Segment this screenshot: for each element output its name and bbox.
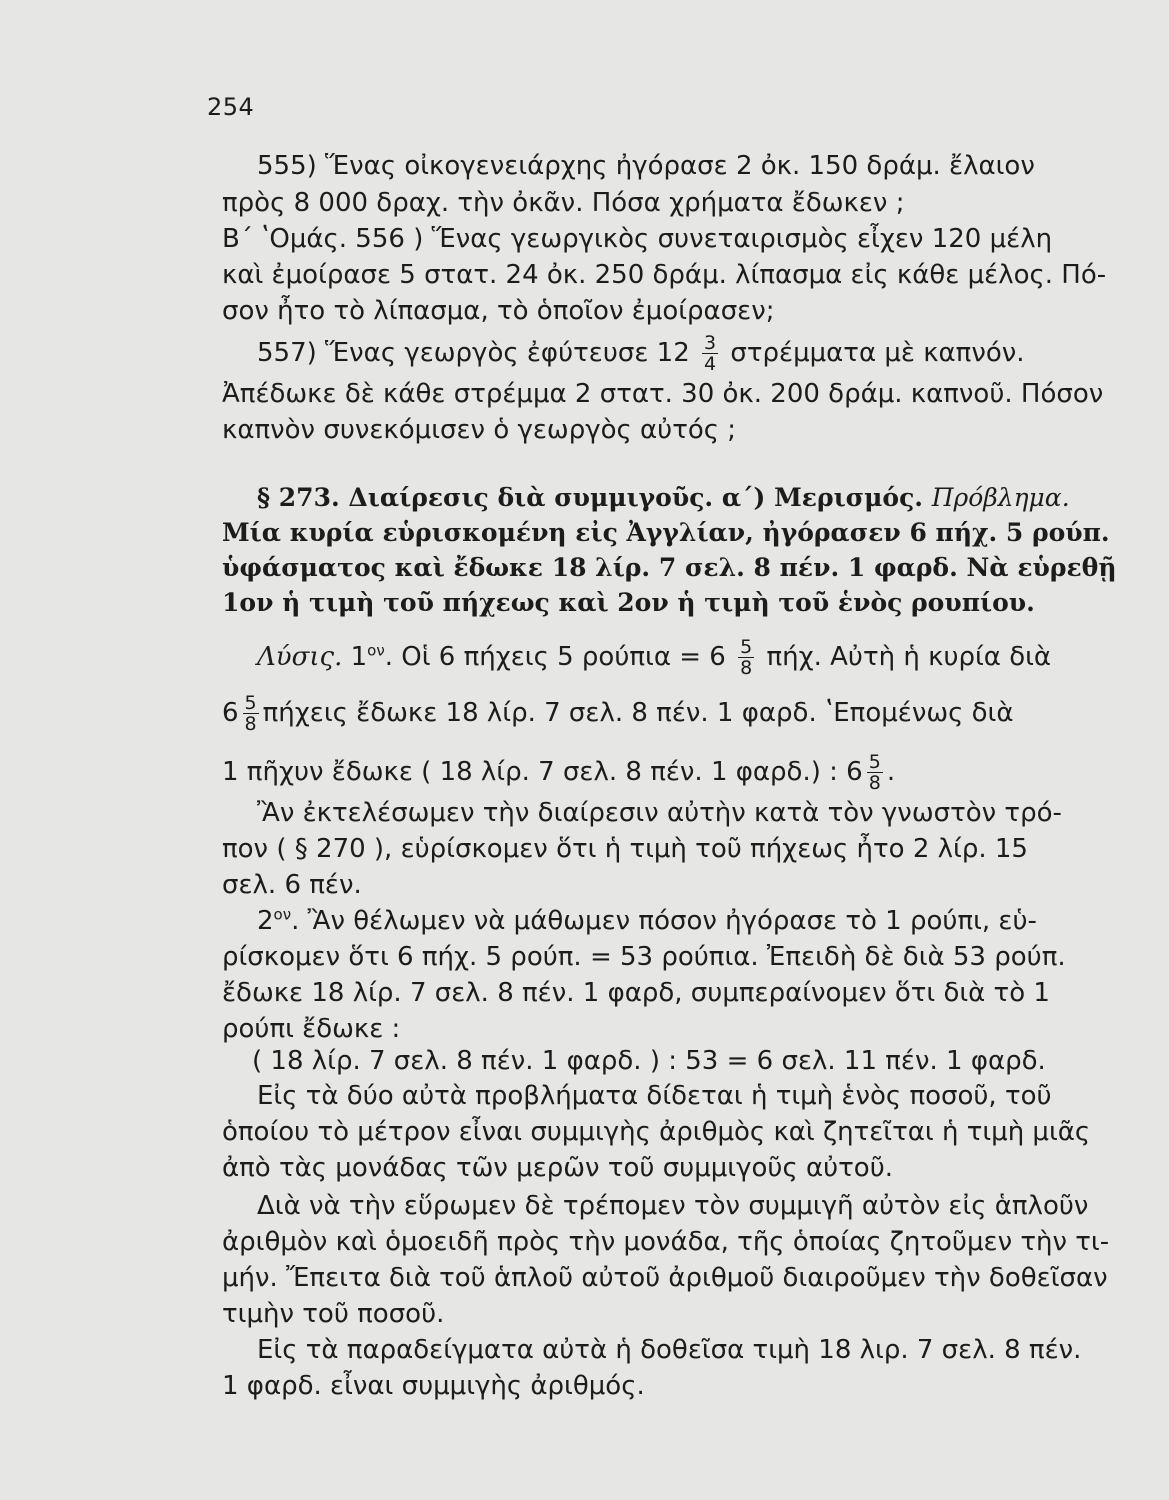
paragraph-1-line-2: πον ( § 270 ), εὑρίσκομεν ὅτι ἡ τιμὴ τοῦ πήχεως ἦτο 2 λίρ. 15 <box>222 834 1028 864</box>
solution-step-1-ordinal: ον <box>367 641 385 660</box>
fraction-numerator: 5 <box>868 751 881 773</box>
fraction-five-eighths <box>867 752 883 793</box>
solution-line-1 <box>257 637 1051 678</box>
paragraph-4-line-1: Διὰ νὰ τὴν εὕρωμεν δὲ τρέπομεν τὸν συμμιγῆ αὐτὸν εἰς ἁπλοῦν <box>257 1191 1089 1221</box>
paragraph-3-line-2: ὁποίου τὸ μέτρον εἶναι συμμιγὴς ἀριθμὸς καὶ ζητεῖται ἡ τιμὴ μιᾶς <box>222 1117 1091 1147</box>
paragraph-4-line-3: μήν. Ἔπειτα διὰ τοῦ ἁπλοῦ αὐτοῦ ἀριθμοῦ διαιροῦμεν τὴν δοθεῖσαν <box>222 1263 1108 1293</box>
section-heading-line <box>257 482 1070 514</box>
solution-line-3-end: . <box>886 757 896 787</box>
solution-label: Λύσις. <box>257 642 343 672</box>
problem-label: Πρόβλημα. <box>931 483 1070 512</box>
paragraph-2-line-1 <box>257 905 1037 937</box>
solution-line-2 <box>222 693 1013 734</box>
section-heading: § 273. Διαίρεσις διὰ συμμιγοῦς. α΄) Μερισμός. <box>257 483 924 512</box>
problem-line-3: 1ον ἡ τιμὴ τοῦ πήχεως καὶ 2ον ἡ τιμὴ τοῦ ἑνὸς ρουπίου. <box>222 588 1035 617</box>
exercise-555-line-1: 555) Ἕνας οἰκογενειάρχης ἠγόρασε 2 ὀκ. 150 δράμ. ἔλαιον <box>257 151 1035 181</box>
exercise-556-line-2: καὶ ἐμοίρασε 5 στατ. 24 ὀκ. 250 δράμ. λίπασμα εἰς κάθε μέλος. Πό- <box>222 260 1107 290</box>
paragraph-2-line-3: ἔδωκε 18 λίρ. 7 σελ. 8 πέν. 1 φαρδ, συμπεραίνομεν ὅτι διὰ τὸ 1 <box>222 978 1050 1008</box>
paragraph-1-line-3: σελ. 6 πέν. <box>222 870 362 900</box>
exercise-556-line-3: σον ἦτο τὸ λίπασμα, τὸ ὁποῖον ἐμοίρασεν; <box>222 296 775 326</box>
step-2-ordinal: ον <box>273 905 292 924</box>
problem-line-2: ὑφάσματος καὶ ἔδωκε 18 λίρ. 7 σελ. 8 πέν. 1 φαρδ. Νὰ εὑρεθῇ <box>222 553 1117 582</box>
fraction-five-eighths <box>243 693 259 734</box>
fraction-numerator: 3 <box>704 332 717 354</box>
paragraph-1-line-1: Ἂν ἐκτελέσωμεν τὴν διαίρεσιν αὐτὴν κατὰ τὸν γνωστὸν τρό- <box>257 798 1062 828</box>
solution-step-1-after: πήχ. Αὐτὴ ἡ κυρία διὰ <box>766 642 1052 672</box>
solution-step-1-text: . Οἱ 6 πήχεις 5 ρούπια = 6 <box>384 642 726 672</box>
fraction-three-quarters <box>702 333 718 374</box>
exercise-555-line-2: πρὸς 8 000 δραχ. τὴν ὀκᾶν. Πόσα χρήματα ἔδωκεν ; <box>222 188 905 218</box>
fraction-five-eighths <box>738 637 754 678</box>
fraction-numerator: 5 <box>740 636 753 658</box>
solution-line-3 <box>222 752 895 793</box>
fraction-denominator: 8 <box>740 657 753 679</box>
paragraph-3-line-1: Εἰς τὰ δύο αὐτὰ προβλήματα δίδεται ἡ τιμὴ ἑνὸς ποσοῦ, τοῦ <box>257 1081 1052 1111</box>
paragraph-4-line-2: ἀριθμὸν καὶ ὁμοειδῆ πρὸς τὴν μονάδα, τῆς ὁποίας ζητοῦμεν τὴν τι- <box>222 1227 1110 1257</box>
solution-step-1-number: 1 <box>350 642 368 672</box>
fraction-numerator: 5 <box>244 692 257 714</box>
fraction-denominator: 8 <box>244 713 257 735</box>
exercise-557-line-3: καπνὸν συνεκόμισεν ὁ γεωργὸς αὐτός ; <box>222 415 737 445</box>
paragraph-4-line-4: τιμὴν τοῦ ποσοῦ. <box>222 1299 445 1329</box>
paragraph-2-line-4: ρούπι ἔδωκε : <box>222 1014 401 1044</box>
exercise-557-text-after: στρέμματα μὲ καπνόν. <box>730 338 1025 368</box>
solution-line-2-whole: 6 <box>222 698 239 728</box>
exercise-557-line-2: Ἀπέδωκε δὲ κάθε στρέμμα 2 στατ. 30 ὀκ. 200 δράμ. καπνοῦ. Πόσον <box>222 379 1104 409</box>
step-2-number: 2 <box>257 906 274 936</box>
problem-line-1: Μία κυρία εὑρισκομένη εἰς Ἀγγλίαν, ἠγόρασεν 6 πήχ. 5 ρούπ. <box>222 518 1110 547</box>
fraction-denominator: 8 <box>868 772 881 794</box>
paragraph-2-line-2: ρίσκομεν ὅτι 6 πήχ. 5 ρούπ. = 53 ρούπια. Ἐπειδὴ δὲ διὰ 53 ρούπ. <box>222 942 1066 972</box>
division-equation: ( 18 λίρ. 7 σελ. 8 πέν. 1 φαρδ. ) : 53 = 6 σελ. 11 πέν. 1 φαρδ. <box>252 1046 1046 1076</box>
paragraph-5-line-1: Εἰς τὰ παραδείγματα αὐτὰ ἡ δοθεῖσα τιμὴ 18 λιρ. 7 σελ. 8 πέν. <box>257 1335 1082 1365</box>
fraction-denominator: 4 <box>704 353 717 375</box>
step-2-text: . Ἂν θέλωμεν νὰ μάθωμεν πόσον ἠγόρασε τὸ 1 ρούπι, εὑ- <box>291 906 1037 936</box>
exercise-556-line-1: Β΄ ʽΟμάς. 556 ) Ἕνας γεωργικὸς συνεταιρισμὸς εἶχεν 120 μέλη <box>222 224 1053 254</box>
paragraph-3-line-3: ἀπὸ τὰς μονάδας τῶν μερῶν τοῦ συμμιγοῦς αὐτοῦ. <box>222 1153 894 1183</box>
solution-line-2-text: πήχεις ἔδωκε 18 λίρ. 7 σελ. 8 πέν. 1 φαρδ. ʽΕπομένως διὰ <box>262 698 1014 728</box>
exercise-557-text-before: 557) Ἕνας γεωργὸς ἐφύτευσε 12 <box>257 338 690 368</box>
page-number: 254 <box>207 93 255 121</box>
exercise-557-line-1 <box>257 333 1025 374</box>
paragraph-5-line-2: 1 φαρδ. εἶναι συμμιγὴς ἀριθμός. <box>222 1371 645 1401</box>
solution-line-3-text: 1 πῆχυν ἔδωκε ( 18 λίρ. 7 σελ. 8 πέν. 1 φαρδ.) : 6 <box>222 757 863 787</box>
